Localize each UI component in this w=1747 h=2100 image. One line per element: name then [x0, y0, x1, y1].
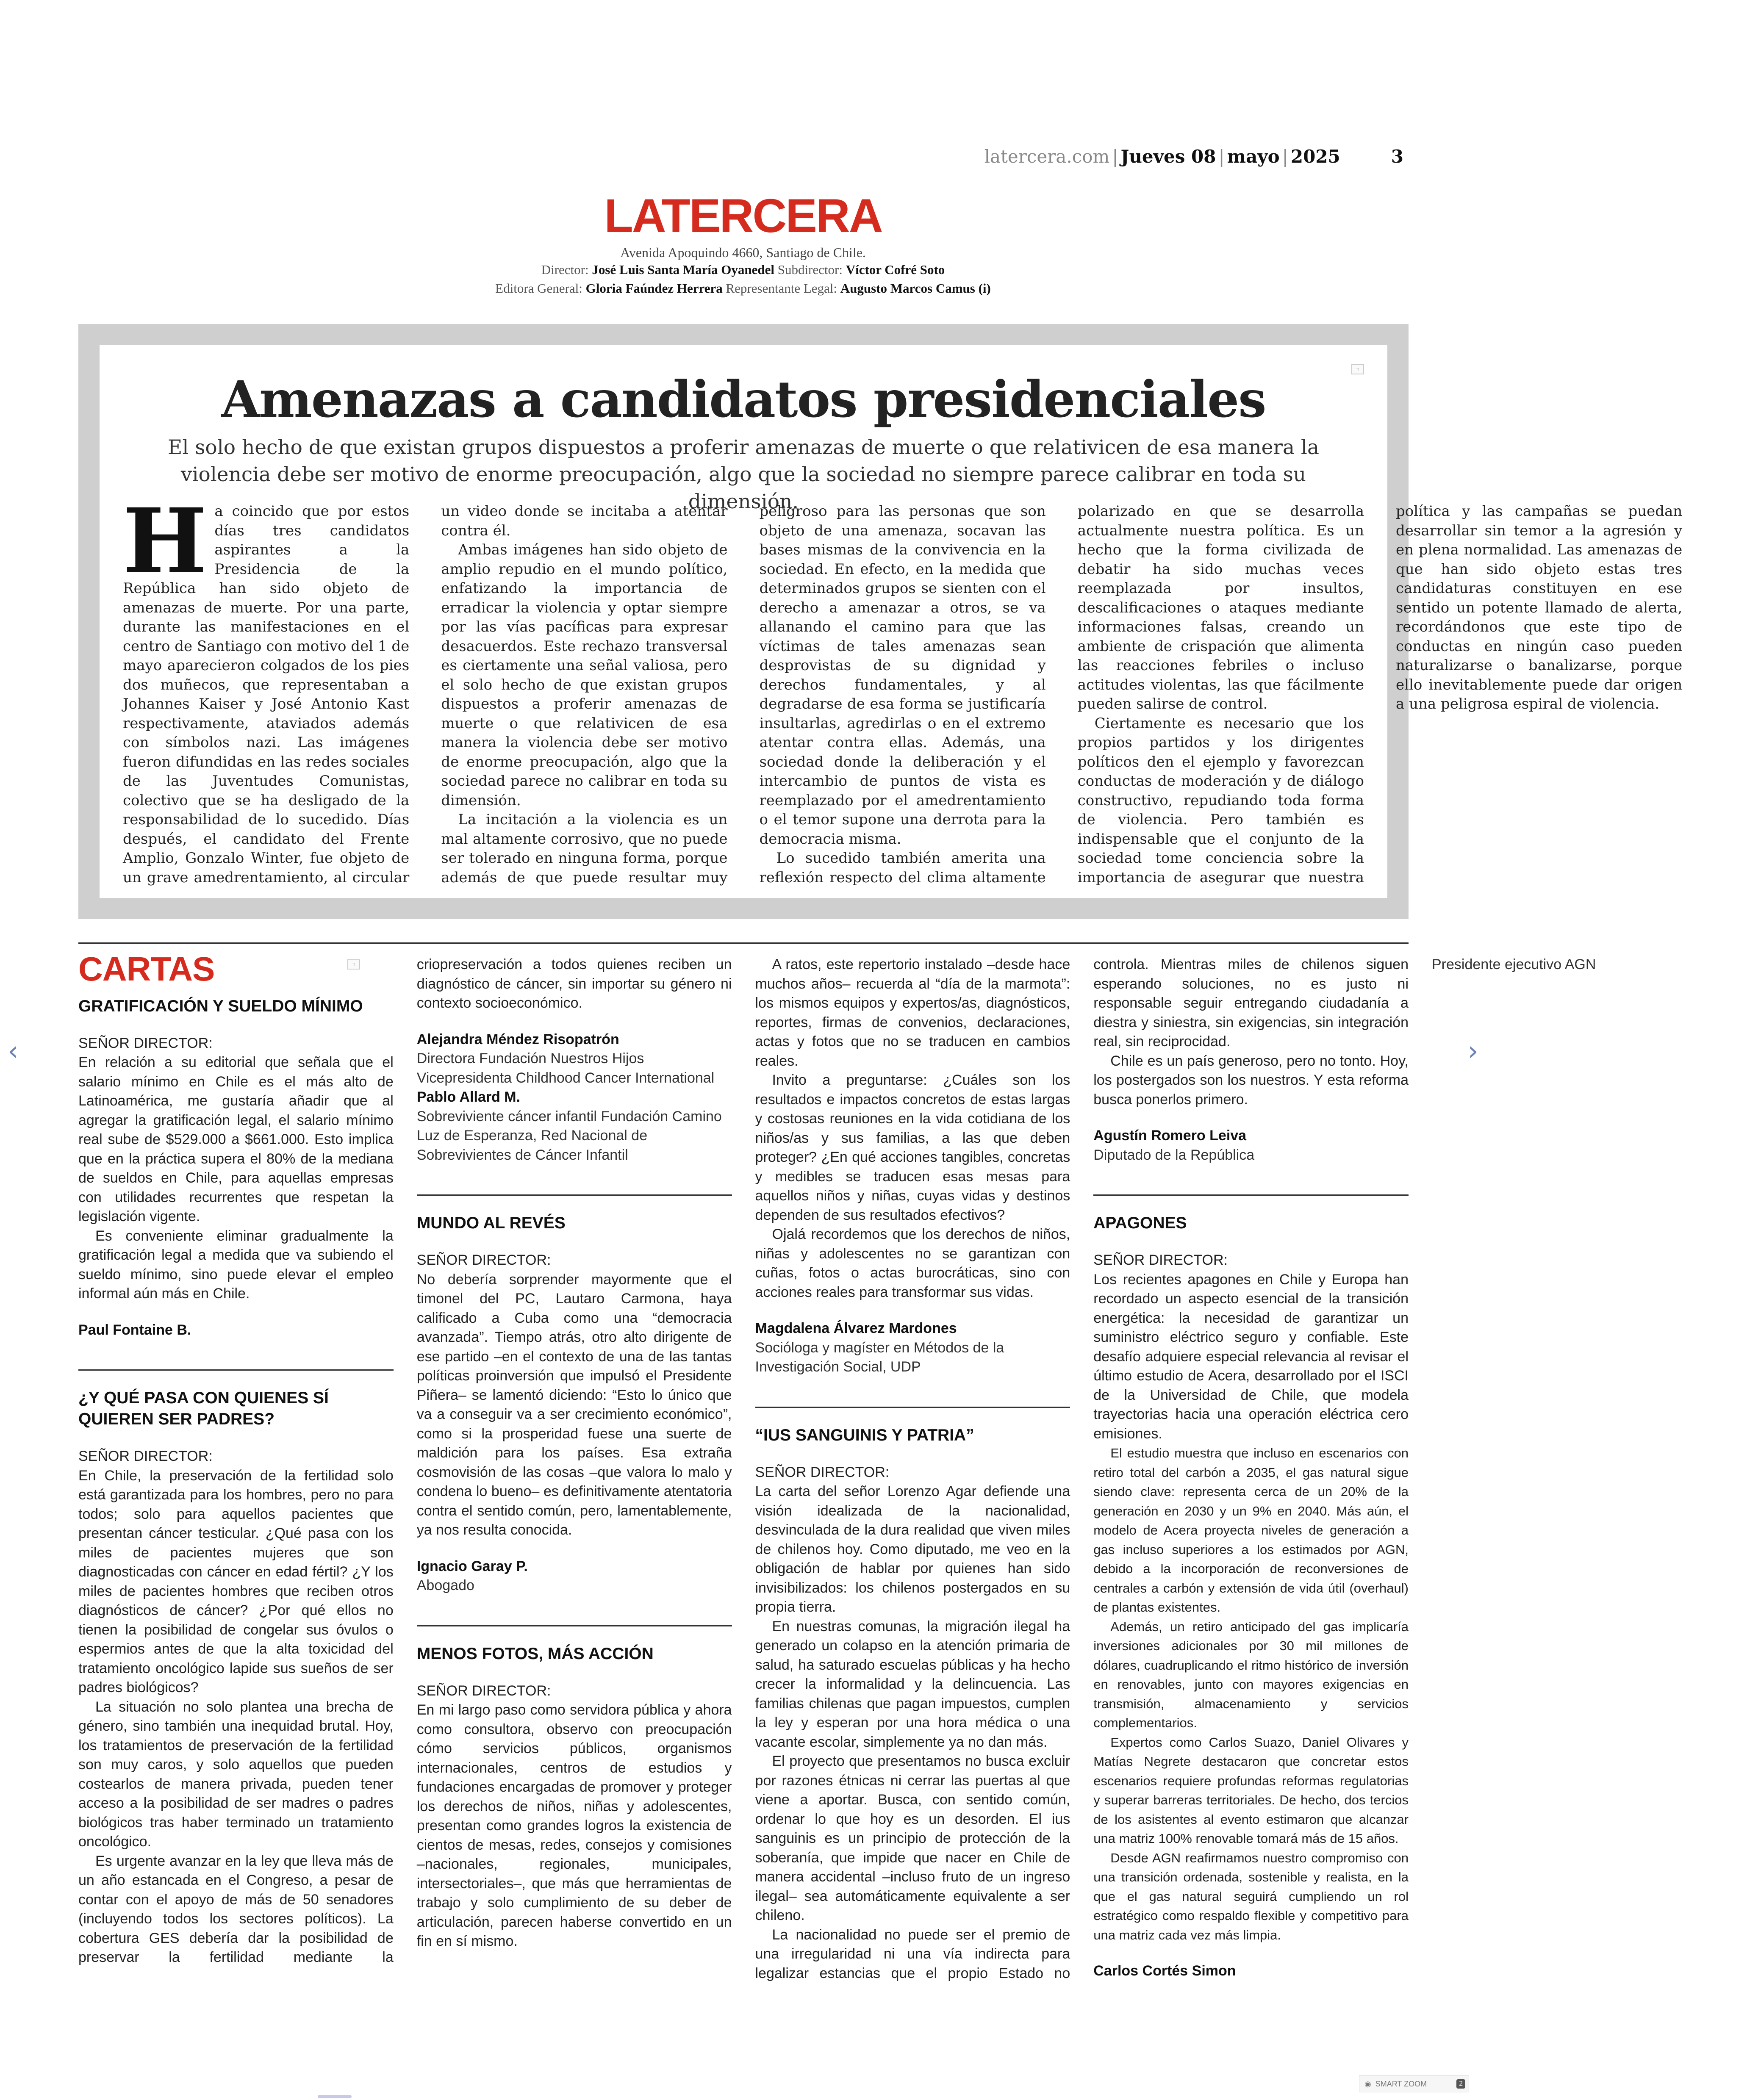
editorial-title: Amenazas a candidatos presidenciales [221, 370, 1266, 429]
letter-headline: “IUS SANGUINIS Y PATRIA” [755, 1407, 1070, 1446]
chevron-left-icon[interactable]: ‹ [8, 1036, 19, 1067]
letter-headline: ¿Y QUÉ PASA CON QUIENES SÍ QUIEREN SER PADRES? [78, 1369, 394, 1430]
director-label: Director: [541, 262, 589, 277]
staff-line-2 [0, 279, 1486, 298]
letter-paragraph: Es conveniente eliminar gradualmente la gratificación legal a medida que va subiendo el sueldo mínimo, sino puede elevar el empleo informal aún más en Chile. [78, 1227, 394, 1302]
editorial-text: a coincido que por estos días tres candidatos aspirantes a la Presidencia de la República han sido objeto de amenazas de muerte. Por una parte, durante las manifestaciones en el centro de Santiago con motivo del 1 de mayo aparecieron colgados de los pies dos muñecos, que representaban a Johannes Kaiser y José Antonio Kast respectivamente, ataviados además con símbolos nazi. Las imágenes fueron difundidas en las redes sociales de las Juventudes Comunistas, colectivo que se ha desligado de la responsabilidad de lo sucedido. Días después, el candidato del Frente Amplio, Gonzalo Winter, fue objeto de un grave amedrentamiento, al circular un video donde se incitaba a atentar contra él. [123, 503, 728, 886]
page-number: 3 [1391, 146, 1403, 167]
letter-signature: Ignacio Garay P. [416, 1558, 528, 1574]
signer-role: Diputado de la República [1093, 1147, 1255, 1163]
editora-label: Editora General: [495, 281, 582, 296]
salutation: SEÑOR DIRECTOR: [78, 1035, 213, 1051]
editorial-body [123, 489, 1683, 892]
letter-headline: APAGONES [1093, 1194, 1409, 1234]
letter-paragraph: La carta del señor Lorenzo Agar defiende una visión idealizada de la nacionalidad, desvinculada de la dura realidad que viven miles de chilenos hoy. Como diputado, me veo en la obligación de hablar por quienes han sido invisibilizados: los chilenos postergados en su propia tierra. [755, 1483, 1070, 1615]
smart-zoom-button[interactable] [1359, 2075, 1469, 2092]
letter-paragraph: La situación no solo plantea una brecha de género, sino también una inequidad brutal. Hoy, los tratamientos de preservación de la fertilidad son muy caros, y solo aquellos que pueden costearlos de manera privada, pueden tener acceso a la posibilidad de ser madres o padres biológicos tras haber terminado un tratamiento oncológico. [78, 1698, 394, 1850]
subdirector-label: Subdirector: [777, 262, 843, 277]
salutation: SEÑOR DIRECTOR: [1093, 1252, 1228, 1268]
date-month: mayo [1227, 146, 1280, 167]
bookmark-icon[interactable]: ⌗ [1351, 364, 1364, 374]
editorial-box [100, 345, 1683, 898]
editora-name: Gloria Faúndez Herrera [585, 281, 723, 296]
letter-paragraph: A ratos, este repertorio instalado –desde hace muchos años– recuerda al “día de la marmota”: los mismos equipos y expertos/as, diagnósticos, reportes, firmas de convenios, declaraciones, actas y fotos que no se traducen en cambios reales. [755, 956, 1070, 1069]
zoom-label: SMART ZOOM [1375, 2079, 1427, 2088]
letter-paragraph: Chile es un país generoso, pero no tonto. Hoy, los postergados son los nuestros. Y esta reforma busca ponerlos primero. [1093, 1053, 1409, 1108]
letter-paragraph: Ojalá recordemos que los derechos de niños, niñas y adolescentes no se garantizan con cuñas, fotos o actas burocráticas, sino con acciones reales para transformar sus vidas. [755, 1226, 1070, 1300]
eye-icon: ◉ [1364, 2079, 1371, 2088]
editorial-frame [78, 324, 1683, 919]
letter-signature: Pablo Allard M. [416, 1089, 521, 1105]
letter-signature: Carlos Cortés Simon [1093, 1963, 1236, 1979]
scrollbar-thumb[interactable] [318, 2095, 352, 2098]
salutation: SEÑOR DIRECTOR: [416, 1252, 551, 1268]
horizontal-scrollbar[interactable] [0, 2092, 1486, 2100]
newspaper-logo: LATERCERA [604, 189, 882, 242]
legal-name: Augusto Marcos Camus (i) [840, 281, 991, 296]
legal-label: Representante Legal: [726, 281, 837, 296]
letter-paragraph: Desde AGN reafirmamos nuestro compromiso con una transición ordenada, sostenible y realista, en la que el gas natural seguirá cumpliendo un rol estratégico como respaldo flexible y competitivo para una matriz cada vez más limpia. [1093, 1850, 1409, 1942]
letter-signature: Paul Fontaine B. [78, 1322, 191, 1338]
site-name[interactable]: latercera.com [984, 146, 1110, 167]
letter-paragraph: El proyecto que presentamos no busca excluir por razones étnicas ni cerrar las puertas al que viene a aportar. Busca, con sentido común, ordenar lo que hoy es un desorden. El ius sanguinis es un principio de protección de la soberanía, que impide que nacer en Chile de manera accidental –incluso fruto de un ingreso ilegal– sea automáticamente equivalente a ser chileno. [755, 1753, 1070, 1923]
letter-paragraph: No debería sorprender mayormente que el timonel del PC, Lautaro Carmona, haya calificado a Cuba como una “democracia avanzada”. Tiempo atrás, otro alto dirigente de ese partido –en el contexto de una de las tantas políticas proinversión que impulsó el Presidente Piñera– se lamentó diciendo: “Esto lo único que va a conseguir va a ser crecimiento económico”, como si la prosperidad fuese una suerte de maldición para los países. Esa extraña cosmovisión de las cosas –que valora lo malo y condena lo bueno– es definitivamente atentatoria contra el sentido común, pero, lamentablemente, ya nos resulta conocida. [416, 1271, 732, 1538]
staff-line-1 [0, 260, 1486, 279]
letter-paragraph: El estudio muestra que incluso en escenarios con retiro total del carbón a 2035, el gas natural sigue siendo clave: representa cerca de un 20% de la generación en 2030 y un 9% en 2040. Más aún, el modelo de Acera proyecta niveles de generación a gas incluso superiores a los estimados por AGN, debido a la incorporación de reconversiones de centrales a carbón y extensión de vida útil (overhaul) de plantas existentes. [1093, 1446, 1409, 1615]
letter-paragraph: Los recientes apagones en Chile y Europa han recordado un aspecto esencial de la transición energética: la necesidad de garantizar un suministro eléctrico seguro y confiable. Este desafío adquiere especial relevancia al revisar el último estudio de Acera, desarrollado por el ISCI de la Universidad de Chile, que modela trayectorias hacia una operación eléctrica cero emisiones. [1093, 1271, 1409, 1442]
address: Avenida Apoquindo 4660, Santiago de Chile. [620, 245, 866, 260]
letter-paragraph: Es urgente avanzar en la ley que lleva más de un año estancada en el Congreso, a pesar de contar con el apoyo de más de 50 senadores (incluyendo todos los sectores políticos). La cobertura GES debería dar la posibilidad de preservar la fertilidad mediante la criopreservación a todos quienes reciben un diagnóstico de cáncer, sin importar su género ni contexto socioeconómico. [78, 956, 732, 1965]
masthead [0, 188, 1486, 298]
page-header-right: latercera.com | Jueves 08 | mayo | 2025 3 [984, 146, 1403, 167]
letter-signature: Agustín Romero Leiva [1093, 1128, 1247, 1144]
letter-signature: Magdalena Álvarez Mardones [755, 1320, 957, 1336]
editorial-paragraph: Lo sucedido también amerita una reflexión respecto del clima altamente polarizado en que se desarrolla actualmente nuestra política. Es un hecho que la forma civilizada de debatir ha sido muchas veces reemplazada por insultos, descalificaciones o ataques mediante informaciones falsas, creando un ambiente de crispación que alimenta las reacciones febriles o incluso actitudes violentas, las que fácilmente pueden salirse de control. [759, 503, 1364, 886]
signer-role: Abogado [416, 1577, 474, 1593]
salutation: SEÑOR DIRECTOR: [755, 1464, 890, 1480]
letters-columns [78, 950, 1596, 1984]
letter [417, 1194, 732, 1596]
editorial-paragraph: Ambas imágenes han sido objeto de amplio repudio en el mundo político, enfatizando la importancia de erradicar la violencia y optar siempre por las vías pacíficas para expresar desacuerdos. Este rechazo transversal es ciertamente una señal valiosa, pero el solo hecho de que existan grupos dispuestos a proferir amenazas de muerte o que relativicen de esa manera la violencia debe ser motivo de enorme preocupación, algo que la sociedad parece no calibrar en toda su dimensión. [441, 541, 728, 809]
letter-paragraph: Además, un retiro anticipado del gas implicaría inversiones adicionales por 30 mil millones de dólares, cuadruplicando el ritmo histórico de inversión en renovables, junto con mayores exigencias en transmisión, almacenamiento y servicios complementarios. [1093, 1619, 1409, 1730]
letter-headline: MUNDO AL REVÉS [417, 1194, 732, 1234]
letter-headline: GRATIFICACIÓN Y SUELDO MÍNIMO [78, 997, 363, 1015]
date-year: 2025 [1290, 146, 1340, 167]
letter-paragraph: En relación a su editorial que señala que el salario mínimo en Chile es el más alto de Latinoamérica, me gustaría añadir que al agregar la gratificación legal, el salario mínimo real sube de $529.000 a $661.000. Esto implica que en la práctica supera el 80% de la mediana de sueldos en Chile, para aquellas empresas con utilidades recurrentes que respetan la legislación vigente. [78, 1054, 394, 1225]
letter-paragraph: En mi largo paso como servidora pública y ahora como consultora, observo con preocupación cómo servicios públicos, organismos internacionales, centros de estudios y fundaciones encargadas de promover y proteger los derechos de niños, niñas y adolescentes, presentan como grandes logros la existencia de cientos de mesas, redes, consejos y comisiones –nacionales, regionales, municipales, intersectoriales–, que más que herramientas de trabajo y solo cumplimiento de su deber de articulación, parecen haberse convertido en un fin en sí mismo. [416, 1702, 732, 1949]
letter [78, 996, 394, 1340]
bookmark-icon[interactable]: ⌗ [347, 959, 360, 970]
zoom-badge: 2 [1456, 2079, 1465, 2089]
letter-paragraph: Expertos como Carlos Suazo, Daniel Olivares y Matías Negrete destacaron que concretar estos escenarios requiere profundas reformas regulatorias y superar barreras territoriales. De hecho, dos tercios de los asistentes al evento estimaron que alcanzar una matriz 100% renovable tomará más de 15 años. [1093, 1734, 1409, 1846]
salutation: SEÑOR DIRECTOR: [78, 1448, 213, 1464]
editorial-paragraph: La incitación a la violencia es un mal altamente corrosivo, que no puede ser tolerado en ninguna forma, porque además de que puede resultar muy peligroso para las personas que son objeto de una amenaza, socavan las bases mismas de la convivencia en la sociedad. En efecto, en la medida que determinados grupos se sienten con el derecho a amenazar a otros, se va allanando el camino para que las víctimas de tales amenazas sean desprovistas de su dignidad y derechos fundamentales, y al degradarse de esa forma se justificaría insultarlas, agredirlas o en el extremo atentar contra ellas. Además, una sociedad donde la deliberación y el intercambio de puntos de vista es reemplazado por el amedrentamiento o el temor supone una derrota para la democracia misma. [441, 503, 1046, 886]
letter-paragraph: La nacionalidad no puede ser el premio de una irregularidad ni una vía indirecta para legalizar estancias que el propio Estado no controla. Mientras miles de chilenos siguen esperando soluciones, no es justo ni responsable seguir entregando ciudadanía a diestra y siniestra, sin exigencias, sin integración real, sin reciprocidad. [755, 956, 1409, 1981]
chevron-right-icon[interactable]: › [1467, 1036, 1478, 1067]
section-divider [78, 942, 1409, 944]
letter-paragraph: En nuestras comunas, la migración ilegal ha generado un colapso en la atención primaria de salud, ha saturado escuelas públicas y ha hecho crecer la informalidad y la delincuencia. Las familias chilenas que pagan impuestos, cumplen la ley y esperan por una hora médica o una vacante escolar, simplemente ya no dan más. [755, 1618, 1070, 1750]
editorial-deck: El solo hecho de que existan grupos dispuestos a proferir amenazas de muerte o que relativicen de esa manera la violencia debe ser motivo de enorme preocupación, algo que la sociedad no siempre parece calibrar en toda su dimensión. [168, 436, 1319, 513]
signer-role: Presidente ejecutivo AGN [1432, 956, 1596, 972]
signer-role: Directora Fundación Nuestros Hijos [416, 1050, 644, 1067]
editorial-paragraph: Ciertamente es necesario que los propios partidos y los dirigentes políticos den el ejemplo y favorezcan conductas de moderación y de diálogo constructivo, repudiando toda forma de violencia. Pero también es indispensable que el conjunto de la sociedad tome conciencia sobre la importancia de asegurar que nuestra política y las campañas se puedan desarrollar sin temor a la agresión y en plena normalidad. Las amenazas de que han sido objeto estas tres candidaturas constituyen en ese sentido un potente llamado de alerta, recordándonos que este tipo de conductas en ningún caso pueden naturalizarse o banalizarse, porque ello inevitablemente puede dar origen a una peligrosa espiral de violencia. [1077, 503, 1683, 886]
letters-section [78, 950, 1596, 1984]
date-day: Jueves 08 [1120, 146, 1216, 167]
letter-paragraph: Invito a preguntarse: ¿Cuáles son los resultados e impactos concretos de estas largas y costosas reuniones en la vida cotidiana de los niños/as y sus familias, a las que deben proteger? ¿En qué acciones tangibles, concretas y medibles se traducen esas mesas para aquellos niños y niñas, cuyas vidas y destinos dependen de sus resultados efectivos? [755, 1072, 1070, 1223]
salutation: SEÑOR DIRECTOR: [416, 1682, 551, 1699]
section-title: CARTAS [78, 950, 215, 988]
letter-signature: Alejandra Méndez Risopatrón [416, 1031, 619, 1047]
signer-role: Vicepresidenta Childhood Cancer International [416, 1069, 715, 1086]
director-name: José Luis Santa María Oyanedel [592, 262, 774, 277]
letter-paragraph: En Chile, la preservación de la fertilidad solo está garantizada para los hombres, pero no para todos; solo para aquellos pacientes que presentan cáncer testicular. ¿Qué pasa con los miles de pacientes mujeres que son diagnosticadas con cáncer en edad fértil? ¿Y los miles de pacientes hombres que reciben otros diagnósticos de cáncer? ¿Por qué ellos no tienen la posibilidad de congelar sus óvulos o espermios antes de que la alta toxicidad del tratamiento oncológico lapide sus sueños de ser padres biológicos? [78, 1467, 394, 1696]
signer-role: Sobreviviente cáncer infantil Fundación Camino Luz de Esperanza, Red Nacional de Sobrevivientes de Cáncer Infantil [416, 1108, 722, 1163]
signer-role: Socióloga y magíster en Métodos de la Investigación Social, UDP [755, 1339, 1004, 1375]
letter-headline: MENOS FOTOS, MÁS ACCIÓN [417, 1625, 732, 1665]
subdirector-name: Víctor Cofré Soto [846, 262, 945, 277]
drop-cap: H [123, 489, 207, 593]
